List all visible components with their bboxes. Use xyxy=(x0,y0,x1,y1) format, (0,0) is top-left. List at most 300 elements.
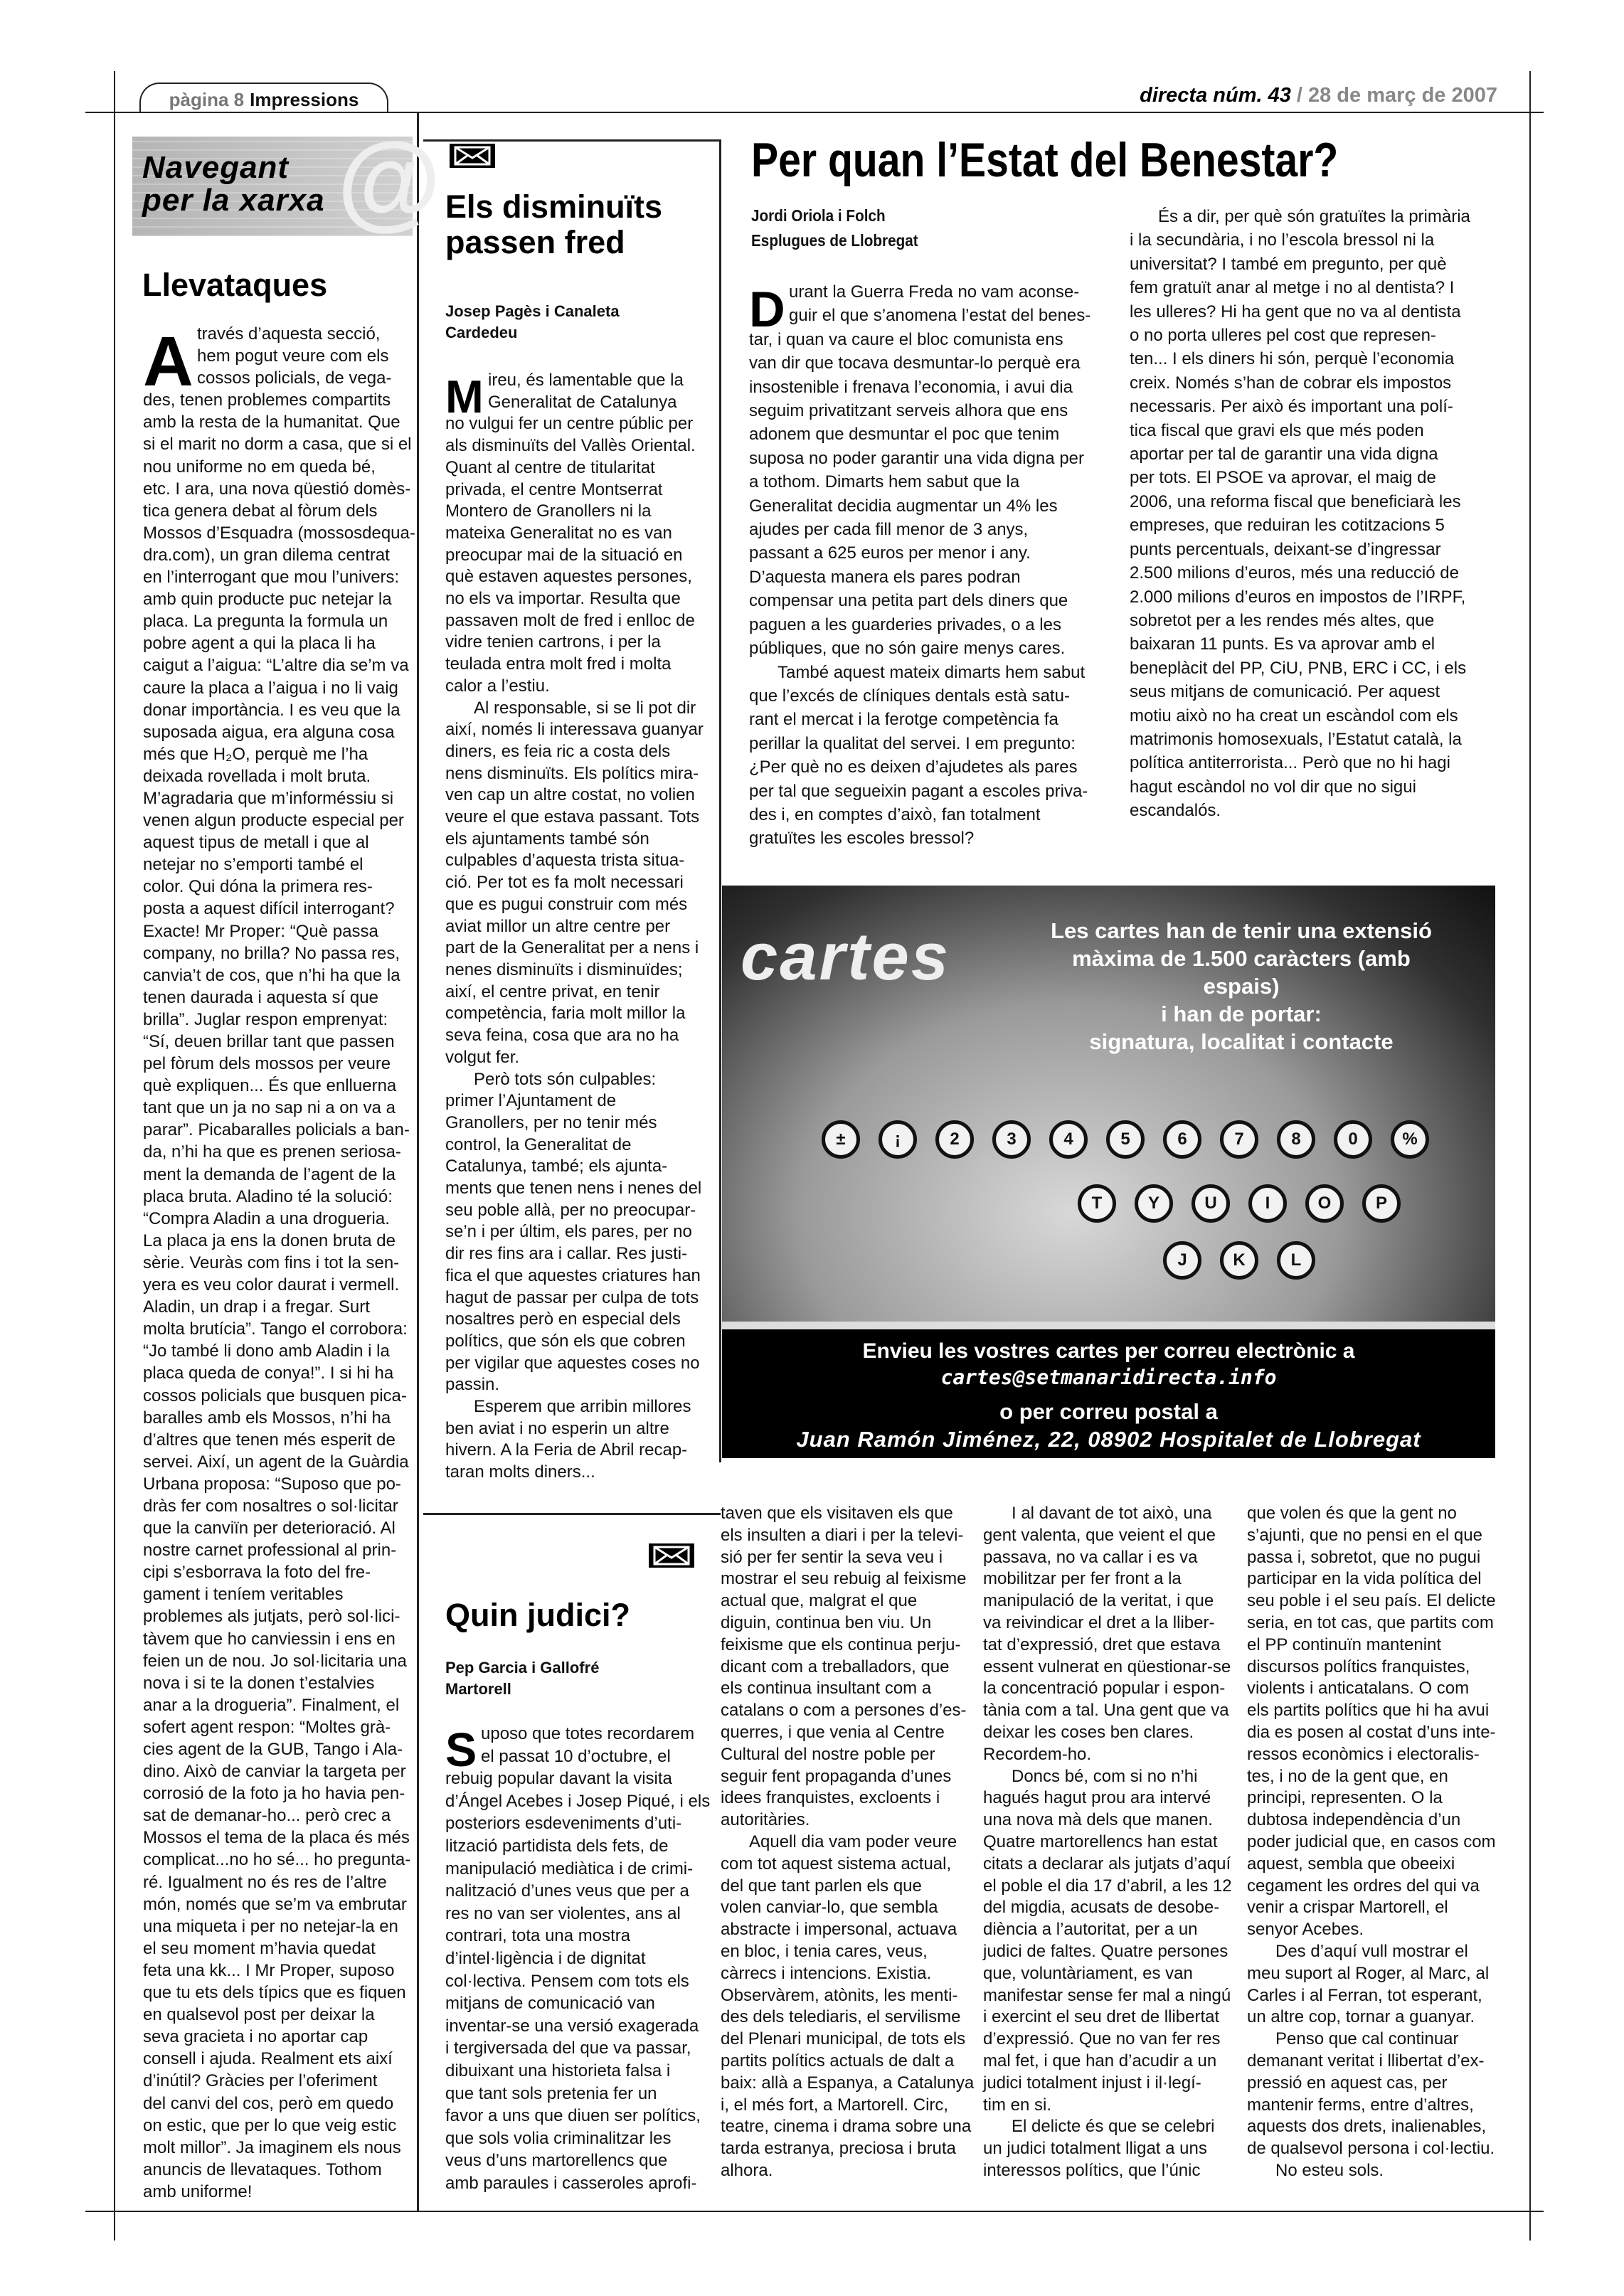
article-heading: Quin judici? xyxy=(445,1597,630,1633)
text-line: La placa ja ens la donen bruta de xyxy=(143,1231,396,1250)
text-line: aportar per tal de garantir una vida digna xyxy=(1130,445,1438,464)
text-line: nou uniforme no em queda bé, xyxy=(143,457,376,477)
text-line: ments que tenen nens i nenes del xyxy=(445,1179,702,1199)
text-line: sobretot per a les rendes més altes, que xyxy=(1130,610,1435,630)
text-line: motiu això no ha creat un escàndol com els xyxy=(1130,706,1458,726)
left-margin-rule xyxy=(114,71,115,2241)
text-line: Des d’aquí vull mostrar el xyxy=(1275,1941,1468,1961)
text-line: pressió en aquest cas, per xyxy=(1247,2073,1448,2093)
author-name: Jordi Oriola i Folch xyxy=(751,206,886,225)
text-line: d’intel·ligència i de dignitat xyxy=(445,1948,646,1968)
text-line: gent valenta, que veient el que xyxy=(983,1525,1216,1545)
rule-line: i han de portar: xyxy=(1161,1001,1322,1026)
article-body-llevataques xyxy=(143,323,415,2203)
typewriter-key: ¡ xyxy=(879,1120,917,1159)
text-line: passava, no va callar i es va xyxy=(983,1547,1198,1567)
text-line: etc. I ara, una nova qüestió domès- xyxy=(143,479,411,499)
text-line: ció. Per tot es fa molt necessari xyxy=(445,873,684,893)
text-line: Recordem-ho. xyxy=(983,1744,1092,1764)
text-line: cossos policials que busquen pica- xyxy=(143,1386,407,1405)
text-line: el seu moment m’havia quedat xyxy=(143,1938,376,1958)
text-line: creix. Només s’han de cobrar els impostos xyxy=(1130,373,1452,393)
text-line: càrrecs i intencions. Existia. xyxy=(721,1963,932,1983)
text-line: mostrar el seu rebuig al feixisme xyxy=(721,1569,967,1589)
text-line: sofert agent respon: “Moltes grà- xyxy=(143,1717,391,1737)
text-line: nova i si te la donen t’estalvies xyxy=(143,1673,375,1693)
text-line: pobre agent a qui la placa li ha xyxy=(143,634,376,654)
text-line: als disminuïts del Vallès Oriental. xyxy=(445,436,696,456)
text-line: Generalitat decidia augmentar un 4% les xyxy=(749,496,1058,516)
text-line: del canvi del cos, però em quedo xyxy=(143,2093,394,2113)
text-line: dir res fins ara i callar. Res justi- xyxy=(445,1244,688,1264)
article-body-benestar-col2 xyxy=(1130,205,1470,823)
text-line: manipulació mediàtica i de crimi- xyxy=(445,1859,694,1878)
cartes-title: cartes xyxy=(741,919,950,994)
text-line: donar importància. I es veu que la xyxy=(143,700,400,720)
text-line: teatre, cinema i drama sobre una xyxy=(721,2117,972,2137)
text-line: taven que els visitaven els que xyxy=(721,1504,953,1523)
text-line: baralles amb els Mossos, n’hi ha xyxy=(143,1408,391,1428)
text-line: company, no brilla? No passa res, xyxy=(143,943,400,963)
text-line: adonem que desmuntar el poc que tenim xyxy=(749,425,1060,445)
text-line: sió per fer sentir la seva veu i xyxy=(721,1547,943,1567)
typewriter-key: J xyxy=(1163,1241,1201,1280)
text-line: principi, representen. O la xyxy=(1247,1788,1443,1808)
text-line: Catalunya, també; els ajunta- xyxy=(445,1157,668,1176)
text-line: col·lectiva. Pensem com tots els xyxy=(445,1971,689,1991)
letters-info-box xyxy=(722,886,1495,1458)
text-line: món, només que se’m va embrutar xyxy=(143,1894,407,1914)
text-line: Aladin, un drap i a fregar. Surt xyxy=(143,1297,370,1317)
text-line: hem pogut veure com els xyxy=(197,346,389,366)
text-line: un altre cop, tornar a guanyar. xyxy=(1247,2007,1475,2027)
text-line: per tal que segueixin pagant a escoles priva- xyxy=(749,781,1088,801)
text-line: amb paraules i casseroles aprofi- xyxy=(445,2173,697,2193)
email-link[interactable]: cartes@setmanaridirecta.info xyxy=(940,1366,1277,1389)
text-line: tim en si. xyxy=(983,2095,1052,2115)
text-line: parar”. Picabaralles policials a ban- xyxy=(143,1120,410,1140)
text-line: pel fòrum dels mossos per veure xyxy=(143,1054,391,1074)
text-line: els insulten a diari i per la televi- xyxy=(721,1525,964,1545)
text-line: el PP continuïn mantenint xyxy=(1247,1635,1442,1654)
at-sign-icon: @ xyxy=(336,120,441,240)
text-line: si el marit no dorm a casa, que si el xyxy=(143,435,412,455)
text-line: actual que, malgrat el que xyxy=(721,1591,918,1611)
footer-rule xyxy=(85,2211,1544,2212)
text-line: És a dir, per què són gratuïtes la primària xyxy=(1158,207,1470,226)
text-line: escandalós. xyxy=(1130,801,1221,821)
text-line: “Jo també li dono amb Aladin i la xyxy=(143,1341,390,1361)
text-line: “Compra Aladin a una drogueria. xyxy=(143,1208,390,1228)
text-line: dubtosa independència d’un xyxy=(1247,1810,1461,1830)
text-line: part de la Generalitat per a nens i xyxy=(445,938,699,958)
text-line: manipulació de la veritat, i que xyxy=(983,1591,1214,1611)
text-line: compensar una petita part dels diners que xyxy=(749,591,1068,611)
article-body-disminuits xyxy=(445,370,704,1484)
text-line: cipi s’esborrava la foto del fre- xyxy=(143,1563,371,1583)
text-line: caigut a l’aigua: “L’altre dia se’m va xyxy=(143,656,409,676)
text-line: la concentració popular i espon- xyxy=(983,1679,1226,1699)
page-number: pàgina 8 xyxy=(169,89,245,110)
text-line: Exacte! Mr Proper: “Què passa xyxy=(143,921,378,941)
text-line: amb la resta de la humanitat. Que xyxy=(143,413,400,432)
text-line: gratuïtes les escoles bressol? xyxy=(749,829,975,849)
text-line: anar a la drogueria”. Finalment, el xyxy=(143,1695,400,1715)
text-line: Aquell dia vam poder veure xyxy=(749,1832,957,1851)
text-line: punts percentuals, deixant-se d’ingressar xyxy=(1130,539,1441,559)
text-line: yera es veu color daurat i vermell. xyxy=(143,1275,400,1295)
drop-cap: S xyxy=(445,1723,477,1777)
text-line: posta a aquest difícil interrogant? xyxy=(143,899,395,919)
text-line: tarda estranya, preciosa i bruta xyxy=(721,2139,956,2159)
text-line: o no porta ulleres pel cost que represen- xyxy=(1130,326,1436,346)
text-line: calor a l’estiu. xyxy=(445,676,550,696)
text-line: rant el mercat i la ferotge competència fa xyxy=(749,710,1058,730)
text-line: els partits polítics que hi ha avui xyxy=(1247,1701,1490,1721)
text-line: Mossos d’Esquadra (mossosdequa- xyxy=(143,523,415,543)
text-line: ment la demanda de l’agent de la xyxy=(143,1164,396,1184)
text-line: polítics, que són els que cobren xyxy=(445,1331,686,1351)
text-line: hagut de passar per culpa de tots xyxy=(445,1287,699,1307)
letter-box-top xyxy=(423,139,721,142)
text-line: tica genera debat al fòrum dels xyxy=(143,501,378,521)
text-line: mitjans de comunicació van xyxy=(445,1994,655,2014)
text-line: taran molts diners... xyxy=(445,1462,595,1482)
text-line: des i, en comptes d’això, fan totalment xyxy=(749,804,1041,824)
text-line: seva feina, cosa que ara no ha xyxy=(445,1026,679,1046)
text-line: venir a crispar Martorell, el xyxy=(1247,1898,1448,1918)
text-line: tica fiscal que gravi els que més poden xyxy=(1130,420,1424,440)
text-line: través d’aquesta secció, xyxy=(197,324,381,344)
typewriter-key: T xyxy=(1078,1184,1116,1223)
text-line: netejar no s’emporti també el xyxy=(143,855,363,875)
text-line: que sols volia criminalitzar les xyxy=(445,2128,672,2148)
typewriter-key: U xyxy=(1192,1184,1230,1223)
typewriter-key: ± xyxy=(822,1120,860,1159)
rule-line: signatura, localitat i contacte xyxy=(1089,1029,1394,1054)
text-line: 2.500 milions d’euros, més una reducció de xyxy=(1130,563,1459,583)
text-line: necessaris. Per això és important una polí- xyxy=(1130,397,1453,417)
text-line: tar, i quan va caure el bloc comunista ens xyxy=(749,329,1063,349)
article-body-judici-colC xyxy=(983,1503,1232,2182)
text-line: consell i ajuda. Realment ets així xyxy=(143,2049,393,2069)
text-line: culpables d’aquesta trista situa- xyxy=(445,851,685,871)
text-line: dino. Això de canviar la targeta per xyxy=(143,1762,406,1782)
text-line: nalització d’unes veus que per a xyxy=(445,1881,689,1901)
text-line: sèrie. Veuràs com fins i tot la sen- xyxy=(143,1253,400,1272)
text-line: dicant com a treballadors, que xyxy=(721,1657,950,1676)
text-line: universitat? I també em pregunto, per què xyxy=(1130,254,1447,274)
text-line: hivern. A la Feria de Abril recap- xyxy=(445,1440,688,1460)
text-line: mateixa Generalitat no es van xyxy=(445,523,672,543)
text-line: s’ajunti, que no pensi en el que xyxy=(1247,1525,1482,1545)
text-line: cegament les ordres del qui va xyxy=(1247,1876,1480,1896)
text-line: El delicte és que se celebri xyxy=(1012,2117,1215,2137)
text-line: catalans o com a persones d’es- xyxy=(721,1701,967,1721)
text-line: seguim privatitzant serveis alhora que ens xyxy=(749,401,1068,421)
text-line: idees franquistes, excloents i xyxy=(721,1788,940,1808)
text-line: placa. La pregunta la formula un xyxy=(143,612,388,632)
page-section-tab xyxy=(139,83,388,112)
text-line: ressos econòmics i electoralis- xyxy=(1247,1744,1480,1764)
right-margin-rule xyxy=(1529,71,1531,2241)
article-heading: Llevataques xyxy=(142,267,328,303)
drop-cap: A xyxy=(143,321,193,400)
text-line: ¿Per què no es deixen d’ajudetes als pares xyxy=(749,758,1078,777)
text-line: dra.com), un gran dilema centrat xyxy=(143,545,390,565)
text-line: Granollers, per no tenir més xyxy=(445,1112,657,1132)
typewriter-key: % xyxy=(1391,1120,1429,1159)
text-line: gament i teníem veritables xyxy=(143,1585,344,1605)
author-location: Cardedeu xyxy=(445,324,518,341)
text-line: en bloc, i tenia cares, veus, xyxy=(721,1941,928,1961)
typewriter-key: 3 xyxy=(992,1120,1031,1159)
text-line: sat de demanar-ho... però crec a xyxy=(143,1806,391,1826)
text-line: posteriors esdeveniments d’uti- xyxy=(445,1814,682,1834)
text-line: els ajuntaments també són xyxy=(445,829,649,849)
banner-line-1: Navegant xyxy=(142,150,290,185)
text-line: control, la Generalitat de xyxy=(445,1134,632,1154)
text-line: tàvem que ho canviessin i ens en xyxy=(143,1629,396,1649)
text-line: aviat millor un altre centre per xyxy=(445,916,671,936)
article-body-judici-colB xyxy=(721,1503,974,2182)
text-line: en l’interrogant que mou l’univers: xyxy=(143,568,400,588)
text-line: baixaran 11 punts. Es va aprovar amb el xyxy=(1130,634,1435,654)
text-line: I al davant de tot això, una xyxy=(1012,1504,1212,1523)
text-line: d’expressió. Que no van fer res xyxy=(983,2029,1221,2049)
typewriter-key: 7 xyxy=(1220,1120,1258,1159)
section-name: Impressions xyxy=(250,89,359,110)
typewriter-key: O xyxy=(1305,1184,1344,1223)
text-line: què expliquen... És que enlluerna xyxy=(143,1076,397,1096)
text-line: que, voluntàriament, es van xyxy=(983,1963,1193,1983)
text-line: mal fet, i que han d’acudir a un xyxy=(983,2051,1217,2071)
text-line: dibuixant una historieta falsa i xyxy=(445,2061,671,2080)
typewriter-key: 5 xyxy=(1106,1120,1145,1159)
main-headline: Per quan l’Estat del Benestar? xyxy=(751,133,1339,187)
text-line: nosaltres però en especial dels xyxy=(445,1309,681,1329)
text-line: matrimonis homosexuals, l’Estatut català, la xyxy=(1130,729,1462,749)
text-line: autoritàries. xyxy=(721,1810,810,1830)
text-line: insostenible i frenava l’economia, i avui dia xyxy=(749,377,1073,397)
heading-line: passen fred xyxy=(445,224,625,260)
text-line: placa queda de conya!”. I si hi ha xyxy=(143,1364,394,1383)
text-line: seus mitjans de comunicació. Per aquest xyxy=(1130,682,1440,702)
text-line: demanant veritat i llibertat d’ex- xyxy=(1247,2051,1485,2071)
text-line: feien un de nou. Jo sol·licitaria una xyxy=(143,1651,407,1671)
text-line: que tu ets dels típics que es fiquen xyxy=(143,1983,406,2003)
text-line: no vulgui fer un centre públic per xyxy=(445,414,694,434)
publication-issue: directa núm. 43 xyxy=(1140,84,1291,107)
text-line: uposo que totes recordarem xyxy=(481,1724,695,1743)
text-line: nens disminuïts. Els polítics mira- xyxy=(445,763,699,783)
text-line: Montero de Granollers ni la xyxy=(445,501,652,521)
text-line: del que tant parlen els que xyxy=(721,1876,922,1896)
typewriter-key: 4 xyxy=(1049,1120,1088,1159)
text-line: volen canviar-lo, que sembla xyxy=(721,1898,938,1918)
text-line: meu suport al Roger, al Marc, al xyxy=(1247,1963,1490,1983)
text-line: Generalitat de Catalunya xyxy=(488,392,677,412)
text-line: Cultural del nostre poble per xyxy=(721,1744,935,1764)
article-body-judici-colD xyxy=(1247,1503,1496,2182)
text-line: el poble el dia 17 d’abril, a les 12 xyxy=(983,1876,1232,1896)
envelope-icon xyxy=(649,1543,694,1568)
text-line: vidre tenien cartrons, i per la xyxy=(445,632,661,652)
text-line: suposa no poder garantir una vida digna per xyxy=(749,448,1084,468)
text-line: aquest tipus de metall i que al xyxy=(143,833,369,853)
text-line: preocupar mai de la situació en xyxy=(445,545,683,565)
text-line: fica el que aquestes criatures han xyxy=(445,1265,701,1285)
text-line: diguin, continua ben viu. Un xyxy=(721,1612,932,1632)
text-line: que l’excés de clíniques dentals està satu- xyxy=(749,686,1070,706)
author-name: Josep Pagès i Canaleta xyxy=(445,302,620,320)
text-line: favor a uns que diuen ser polítics, xyxy=(445,2106,701,2126)
text-line: interessos polítics, que l’únic xyxy=(983,2160,1201,2180)
text-line: “Sí, deuen brillar tant que passen xyxy=(143,1032,395,1051)
text-line: competència, faria molt millor la xyxy=(445,1004,686,1024)
text-line: problemes als jutjats, però sol·lici- xyxy=(143,1607,400,1627)
text-line: brilla”. Juglar respon emprenyat: xyxy=(143,1009,388,1029)
text-line: D’aquesta manera els pares podran xyxy=(749,567,1021,587)
text-line: hagut escàndol no vol dir que no sigui xyxy=(1130,777,1416,797)
text-line: judici totalment injust i il·legí- xyxy=(983,2073,1201,2093)
text-line: del migdia, acusats de desobe- xyxy=(983,1898,1220,1918)
text-line: Doncs bé, com si no n’hi xyxy=(1012,1766,1198,1786)
banner-line-2: per la xarxa xyxy=(142,183,325,218)
text-line: Esperem que arribin millores xyxy=(474,1397,691,1417)
text-line: venen algun producte especial per xyxy=(143,811,404,831)
text-line: suposada aigua, era alguna cosa xyxy=(143,722,395,742)
text-line: així, només li interessava guanyar xyxy=(445,720,704,740)
text-line: públiques, que no són gaire menys cares. xyxy=(749,639,1066,659)
text-line: Penso que cal continuar xyxy=(1275,2029,1459,2049)
text-line: ré. Igualment no és res de l’altre xyxy=(143,1872,387,1892)
text-line: inventar-se una versió exagerada xyxy=(445,2016,699,2036)
text-line: poder judicial que, en casos com xyxy=(1247,1832,1496,1851)
envelope-icon xyxy=(450,144,495,168)
text-line: beneplàcit del PP, CiU, PNB, ERC i CC, i els xyxy=(1130,658,1467,678)
text-line: violents i anticatalans. O com xyxy=(1247,1679,1470,1699)
navegant-banner xyxy=(132,120,441,240)
letter-separator xyxy=(423,1513,721,1515)
text-line: ven cap un altre costat, no volien xyxy=(445,785,695,805)
typewriter-key: Y xyxy=(1135,1184,1173,1223)
text-line: baix: allà a Espanya, a Catalunya xyxy=(721,2073,975,2093)
letter-box-right xyxy=(719,139,721,1462)
typewriter-key: I xyxy=(1248,1184,1287,1223)
text-line: participar en la vida política del xyxy=(1247,1569,1482,1589)
text-line: una nova mà dels que manen. xyxy=(983,1810,1213,1830)
text-line: una miqueta i per no netejar-la en xyxy=(143,1916,398,1936)
drop-cap: D xyxy=(749,282,785,337)
text-line: privada, el centre Montserrat xyxy=(445,479,663,499)
text-line: Urbana proposa: “Suposo que po- xyxy=(143,1474,401,1494)
text-line: urant la Guerra Freda no vam aconse- xyxy=(789,282,1080,302)
typewriter-key: 8 xyxy=(1277,1120,1315,1159)
typewriter-key: K xyxy=(1220,1241,1258,1280)
text-line: seva gracieta i no aportar cap xyxy=(143,2027,368,2047)
text-line: diència a l’autoritat, per a un xyxy=(983,1920,1198,1940)
text-line: molt millor”. Ja imaginem els nous xyxy=(143,2137,401,2157)
text-line: mobilitzar per fer front a la xyxy=(983,1569,1182,1589)
text-line: molta brutícia”. Tango el corrobora: xyxy=(143,1319,408,1339)
text-line: per vigilar que aquestes coses no xyxy=(445,1353,700,1373)
text-line: deixada rovellada i molt bruta. xyxy=(143,766,371,786)
text-line: citats a declarar als jutjats d’aquí xyxy=(983,1854,1231,1874)
text-line: aquests dos drets, inalienables, xyxy=(1247,2117,1487,2137)
text-line: discursos polítics franquistes, xyxy=(1247,1657,1470,1676)
text-line: paguen a les guarderies privades, o a les xyxy=(749,615,1061,634)
text-line: placa bruta. Aladino té la solució: xyxy=(143,1186,393,1206)
text-line: guir el que s’anomena l’estat del benes- xyxy=(789,306,1091,326)
text-line: així, el centre privat, en tenir xyxy=(445,982,660,1001)
text-line: que es pugui construir com més xyxy=(445,894,688,914)
text-line: que la canviïn per deterioració. Al xyxy=(143,1519,396,1538)
divider-strip xyxy=(722,1322,1495,1329)
text-line: passa i, sobretot, que no pugui xyxy=(1247,1547,1481,1567)
text-line: 2.000 milions d’euros en impostos de l’IRPF, xyxy=(1130,587,1466,607)
author-location: Esplugues de Llobregat xyxy=(751,231,918,250)
text-line: corrosió de la foto ja ho havia pen- xyxy=(143,1784,405,1804)
text-line: per tots. El PSOE va aprovar, el maig de xyxy=(1130,468,1436,488)
text-line: També aquest mateix dimarts hem sabut xyxy=(777,662,1086,682)
text-line: senyor Acebes. xyxy=(1247,1920,1364,1940)
rule-line: màxima de 1.500 caràcters (amb espais) xyxy=(1072,946,1411,999)
text-line: les ulleres? Hi ha gent que no va al dentista xyxy=(1130,302,1461,321)
text-line: més que H₂O, perquè me l’ha xyxy=(143,744,368,764)
text-line: i exercint el seu dret de llibertat xyxy=(983,2007,1220,2027)
text-line: veus d’uns martorellencs que xyxy=(445,2151,668,2171)
text-line: seguir fent propaganda d’unes xyxy=(721,1766,952,1786)
text-line: tes, i no de la gent que, en xyxy=(1247,1766,1448,1786)
article-heading xyxy=(445,189,662,260)
rule-line: Les cartes han de tenir una extensió xyxy=(1051,918,1432,943)
text-line: Observàrem, atònits, les menti- xyxy=(721,1985,958,2005)
text-line: alhora. xyxy=(721,2160,773,2180)
text-line: a tothom. Dimarts hem sabut que la xyxy=(749,472,1020,492)
text-line: no els va importar. Resulta que xyxy=(445,589,681,609)
text-line: servei. Així, un agent de la Guàrdia xyxy=(143,1452,409,1472)
text-line: mantenir ferms, entre d’altres, xyxy=(1247,2095,1474,2115)
text-line: canvia’t de cos, que n’hi ha que la xyxy=(143,965,400,985)
author-location: Martorell xyxy=(445,1680,511,1698)
text-line: i, el més fort, a Martorell. Circ, xyxy=(721,2095,949,2115)
text-line: de qualsevol persona i col·lectiu. xyxy=(1247,2139,1495,2159)
text-line: seu poble allà, per no preocupar- xyxy=(445,1200,696,1220)
text-line: 2006, una reforma fiscal que beneficiarà les xyxy=(1130,491,1461,511)
text-line: va reivindicar el dret a la lliber- xyxy=(983,1612,1215,1632)
issue-info xyxy=(1140,84,1497,107)
text-line: i tergiversada del que va passar, xyxy=(445,2039,691,2058)
byline xyxy=(445,1657,599,1700)
text-line: amb quin producte puc netejar la xyxy=(143,590,392,610)
text-line: deixar les coses ben clares. xyxy=(983,1722,1194,1742)
text-line: seria, en tot cas, que partits com xyxy=(1247,1612,1494,1632)
text-line: volgut fer. xyxy=(445,1047,520,1067)
text-line: un judici totalment lligat a uns xyxy=(983,2139,1207,2159)
text-line: veure el que estava passant. Tots xyxy=(445,807,700,827)
text-line: passin. xyxy=(445,1375,500,1395)
text-line: tània com a tal. Una gent que va xyxy=(983,1701,1229,1721)
submission-info xyxy=(722,1338,1495,1453)
text-line: dia es posen al costat d’uns inte- xyxy=(1247,1722,1496,1742)
text-line: que tant sols pretenia fer un xyxy=(445,2083,657,2103)
byline xyxy=(445,301,620,344)
text-line: política antiterrorista... Però que no hi hagi xyxy=(1130,753,1450,773)
article-body-judici-colA xyxy=(445,1723,710,2194)
text-line: fem gratuït anar al metge i no al dentista? I xyxy=(1130,278,1455,298)
postal-address: Juan Ramón Jiménez, 22, 08902 Hospitalet de Llobregat xyxy=(796,1427,1421,1452)
